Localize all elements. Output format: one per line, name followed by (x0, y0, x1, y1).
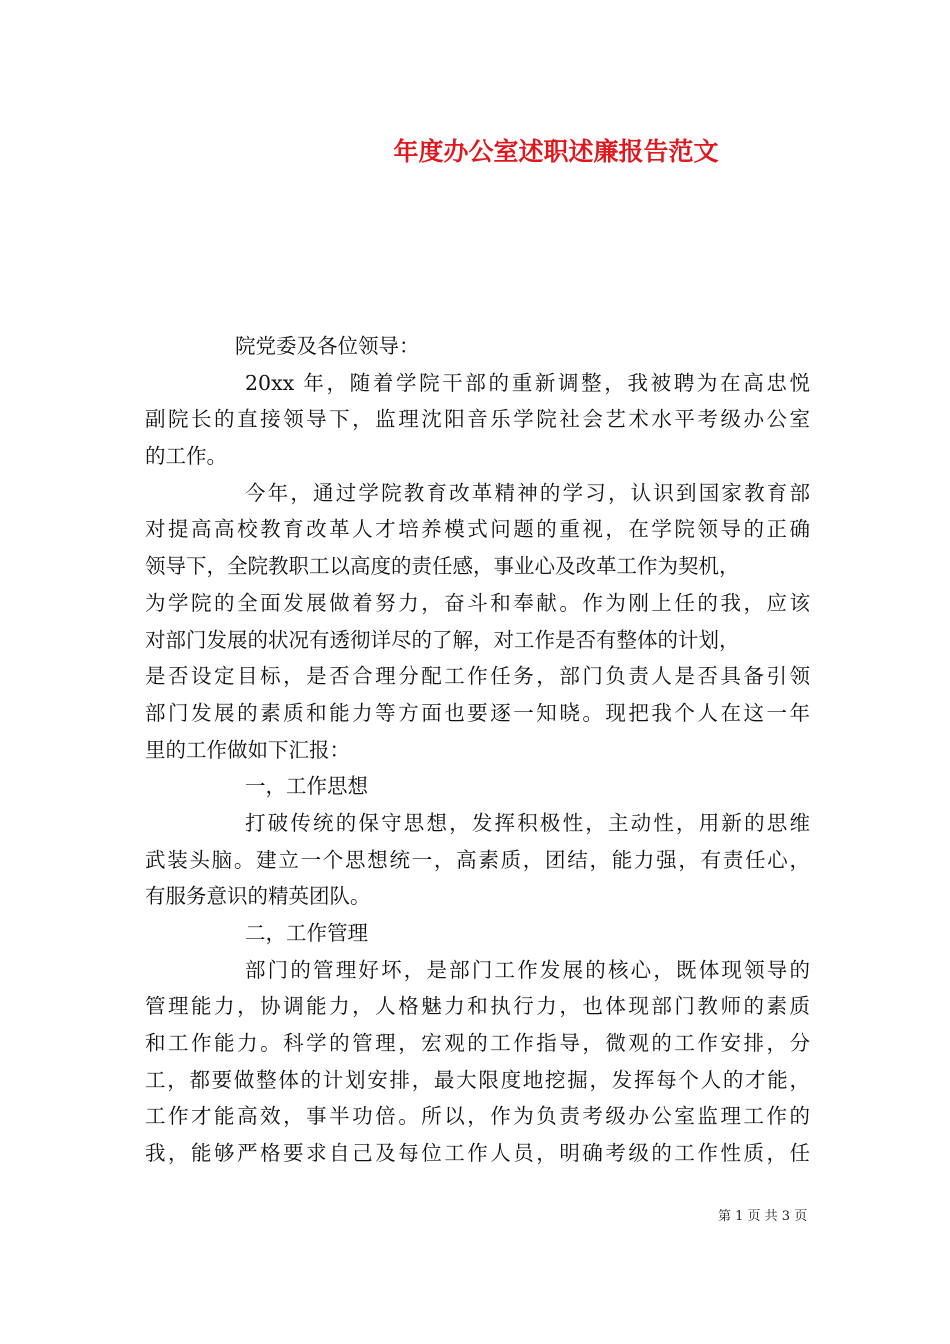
paragraph-line: 是否设定目标，是否合理分配工作任务，部门负责人是否具备引领 (145, 664, 810, 689)
paragraph-line: 工作才能高效，事半功倍。所以，作为负责考级办公室监理工作的 (145, 1104, 810, 1129)
document-title: 年度办公室述职述廉报告范文 (393, 137, 719, 166)
page-number: 第 1 页 共 3 页 (718, 1209, 808, 1224)
paragraph-line: 今年，通过学院教育改革精神的学习，认识到国家教育部 (245, 480, 810, 505)
paragraph-line: 我，能够严格要求自己及每位工作人员，明确考级的工作性质，任 (145, 1141, 810, 1166)
paragraph-line: 有服务意识的精英团队。 (145, 884, 371, 909)
paragraph-line: 对部门发展的状况有透彻详尽的了解，对工作是否有整体的计划， (145, 627, 740, 652)
paragraph-line: 管理能力，协调能力，人格魅力和执行力，也体现部门教师的素质 (145, 994, 810, 1019)
paragraph-line: 20xx 年，随着学院干部的重新调整，我被聘为在高忠悦 (245, 370, 810, 395)
section-heading: 一，工作思想 (245, 774, 368, 799)
paragraph-line: 对提高高校教育改革人才培养模式问题的重视，在学院领导的正确 (145, 517, 810, 542)
paragraph-line: 的工作。 (145, 444, 227, 469)
paragraph-line: 打破传统的保守思想，发挥积极性，主动性，用新的思维 (245, 810, 810, 835)
section-heading: 二，工作管理 (245, 921, 368, 945)
document-body (145, 328, 810, 1172)
paragraph-line: 武装头脑。建立一个思想统一，高素质，团结，能力强，有责任心， (145, 847, 810, 872)
paragraph-line: 和工作能力。科学的管理，宏观的工作指导，微观的工作安排，分 (145, 1031, 810, 1056)
paragraph-line: 工，都要做整体的计划安排，最大限度地挖掘，发挥每个人的才能， (145, 1067, 810, 1092)
paragraph-line: 领导下，全院教职工以高度的责任感，事业心及改革工作为契机， (145, 554, 740, 579)
salutation-line: 院党委及各位领导： (235, 334, 420, 358)
paragraph-line: 部门发展的素质和能力等方面也要逐一知晓。现把我个人在这一年 (145, 700, 810, 725)
paragraph-line: 部门的管理好坏，是部门工作发展的核心，既体现领导的 (245, 957, 810, 982)
paragraph-line: 副院长的直接领导下，监理沈阳音乐学院社会艺术水平考级办公室 (145, 407, 810, 432)
paragraph-line: 里的工作做如下汇报： (145, 737, 350, 762)
paragraph-line: 为学院的全面发展做着努力，奋斗和奉献。作为刚上任的我，应该 (145, 590, 810, 615)
